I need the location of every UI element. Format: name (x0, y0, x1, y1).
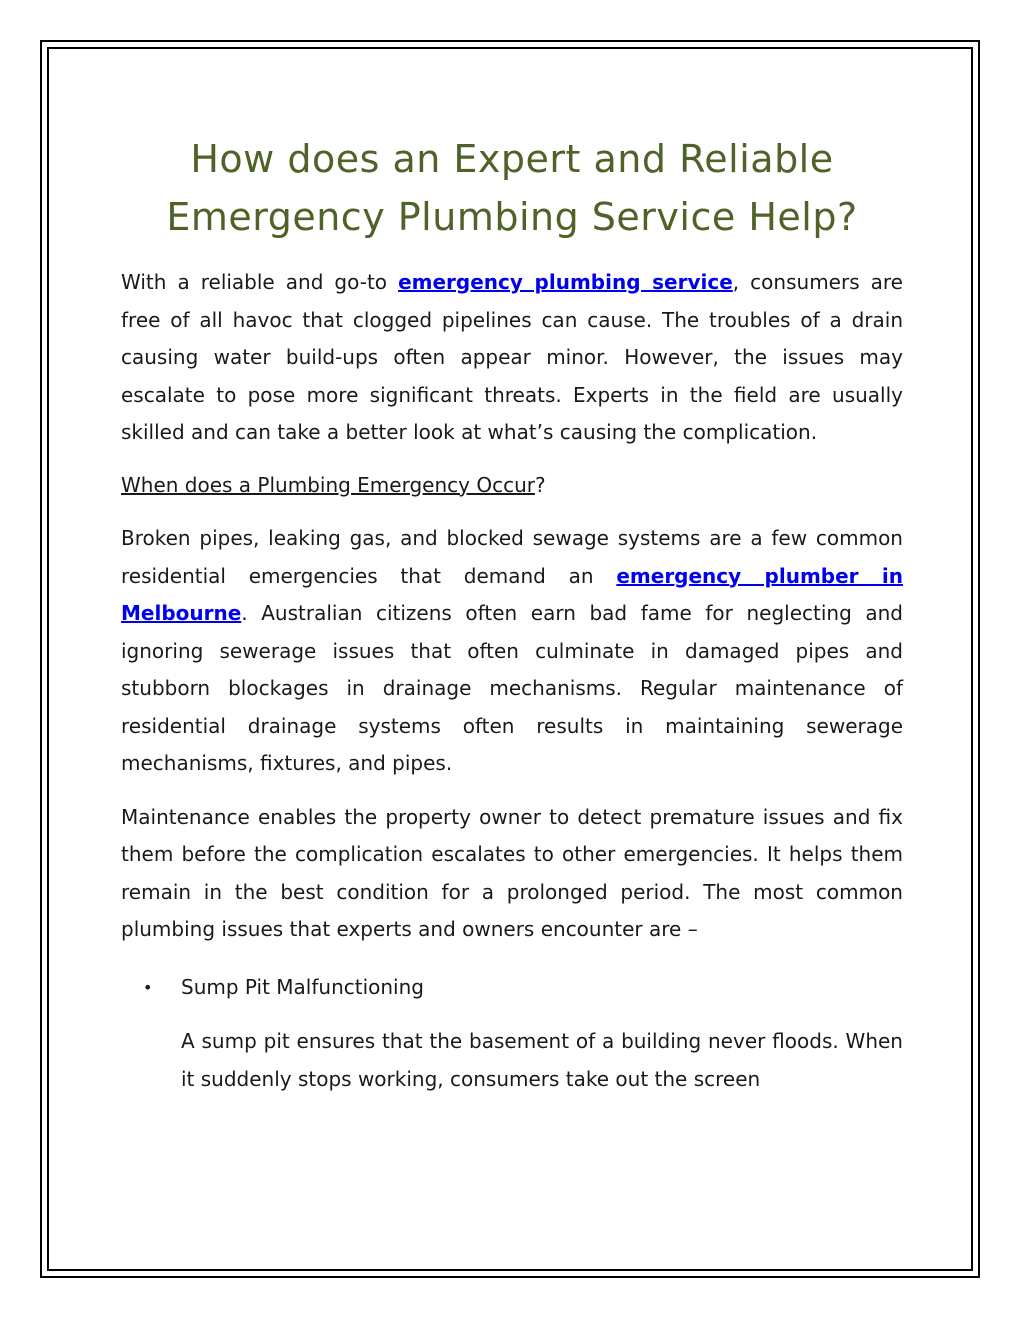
subheading-question-mark: ? (534, 472, 546, 497)
subheading-text: When does a Plumbing Emergency Occur (121, 472, 535, 497)
document-body (121, 130, 903, 1098)
title-line-2: Emergency Plumbing Service Help? (166, 195, 858, 239)
emergency-plumbing-service-link[interactable]: emergency plumbing service (398, 270, 733, 294)
intro-text-end: , consumers are free of all havoc that clogged pipelines can cause. The troubles of a drain causing water build-ups often appear minor. However, the issues may escalate to pose more significant threats. Experts in the field are usually skilled and can take a better look at what’s causing the complication. (121, 270, 903, 444)
list-item-description: A sump pit ensures that the basement of a building never floods. When it suddenly stops working, consumers take out the screen (181, 1029, 903, 1091)
title-line-1: How does an Expert and Reliable (190, 137, 834, 181)
list-item-label: Sump Pit Malfunctioning (181, 974, 424, 999)
page-title (121, 130, 903, 246)
emergency-plumber-melbourne-link[interactable]: emergency plumber in Melbourne (121, 563, 904, 625)
list-item (121, 969, 903, 1007)
intro-text-start: With a reliable and go-to (121, 270, 399, 294)
section-subheading (121, 467, 903, 505)
issues-list (121, 969, 903, 1007)
intro-paragraph (121, 264, 903, 452)
paragraph2-text-start: Broken pipes, leaking gas, and blocked sewage systems are a few common residential emergencies that demand an (121, 526, 903, 588)
paragraph-maintenance: Maintenance enables the property owner to detect premature issues and fix them before the complication escalates to other emergencies. It helps them remain in the best condition for a prolonged period. The most common plumbing issues that experts and owners encounter are – (121, 804, 903, 941)
paragraph-emergencies (121, 520, 903, 783)
paragraph2-text-end: . Australian citizens often earn bad fame for neglecting and ignoring sewerage issues that often culminate in damaged pipes and stubborn blockages in drainage mechanisms. Regular maintenance of residential drainage systems often results in maintaining sewerage mechanisms, fixtures, and pipes. (121, 601, 903, 775)
bullet-icon: • (143, 977, 153, 997)
